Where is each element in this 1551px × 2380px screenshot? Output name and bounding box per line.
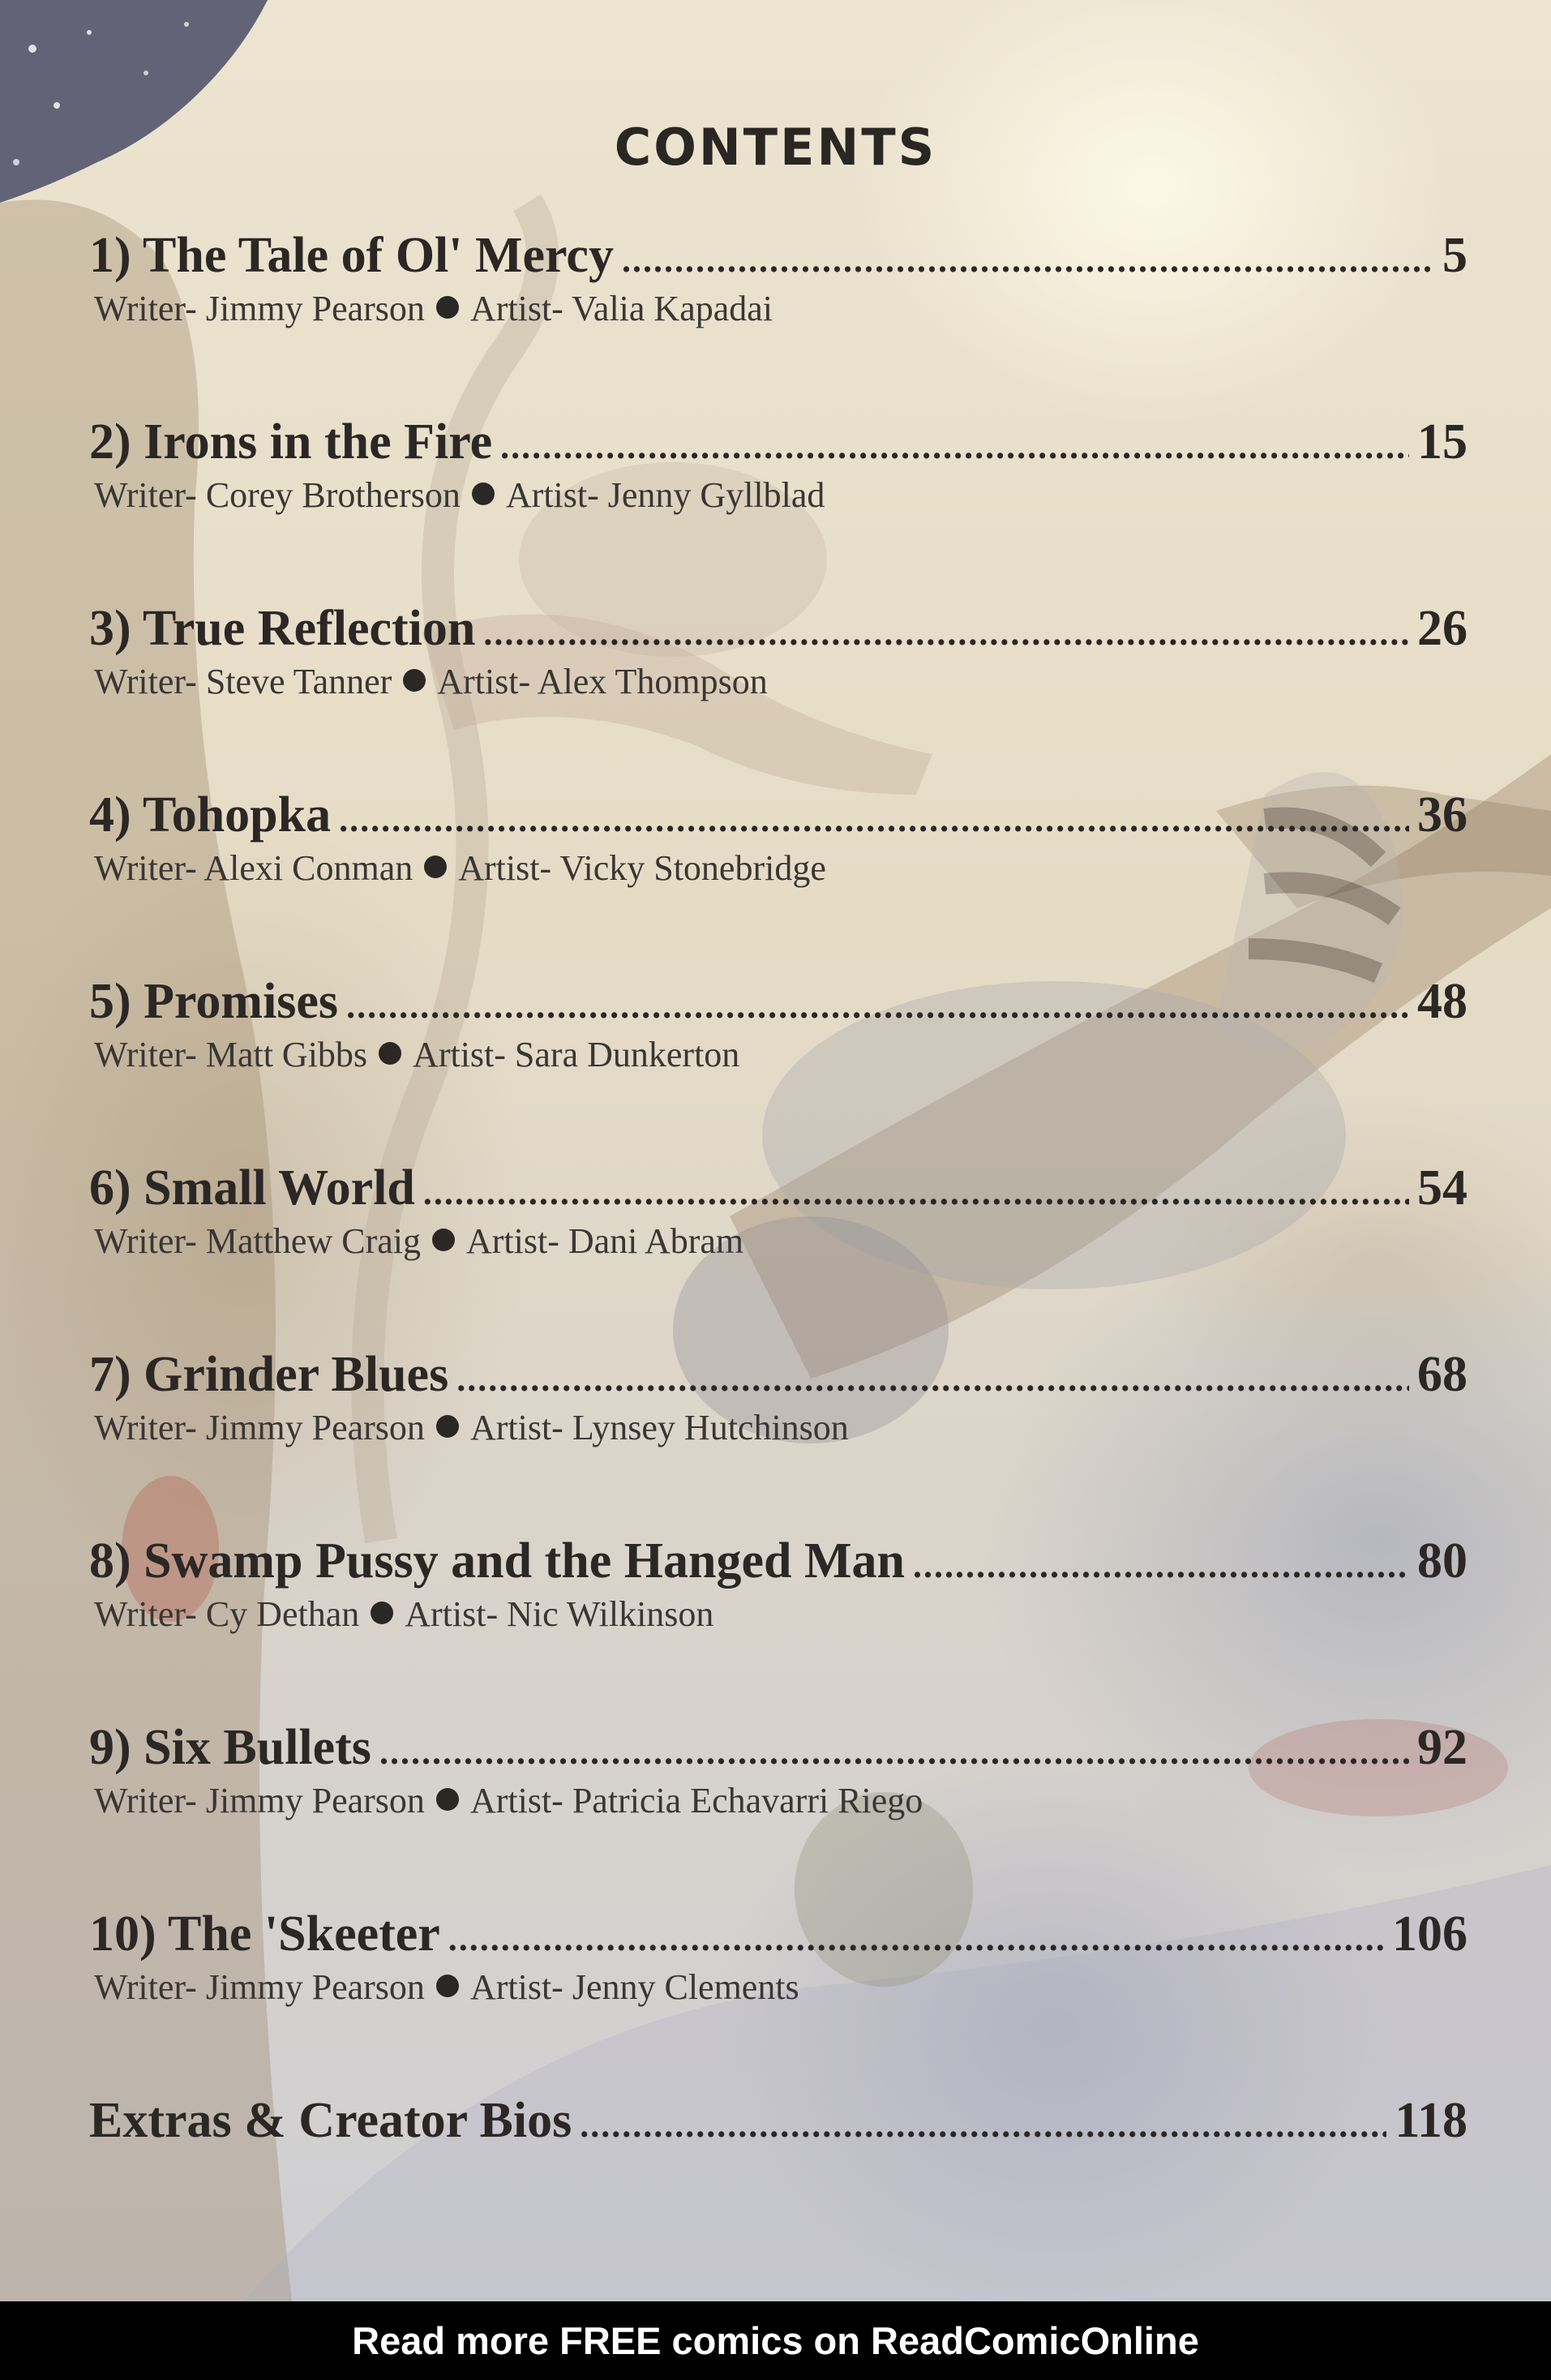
page-number: 54: [1417, 1160, 1467, 1216]
bullet-icon: [403, 669, 426, 692]
artist-credit: Artist- Sara Dunkerton: [413, 1035, 740, 1075]
writer-credit: Writer- Matthew Craig: [94, 1221, 421, 1262]
dot-leader: [339, 800, 1409, 841]
credits-line: [94, 1780, 1467, 1821]
writer-credit: Writer- Matt Gibbs: [94, 1035, 368, 1075]
writer-credit: Writer- Cy Dethan: [94, 1594, 360, 1635]
dot-leader: [456, 1359, 1409, 1400]
story-title: 6) Small World: [89, 1160, 415, 1216]
credits-line: [94, 1966, 1467, 2008]
toc-entry[interactable]: [89, 1719, 1467, 1906]
story-title: 3) True Reflection: [89, 601, 476, 656]
dot-leader: [500, 427, 1409, 468]
story-title: 8) Swamp Pussy and the Hanged Man: [89, 1533, 905, 1589]
artist-credit: Artist- Alex Thompson: [437, 662, 768, 702]
credits-line: [94, 847, 1467, 889]
dot-leader: [423, 1173, 1409, 1214]
toc-entry[interactable]: [89, 1906, 1467, 2092]
toc-entry[interactable]: [89, 973, 1467, 1160]
table-of-contents: [89, 227, 1467, 2279]
artist-credit: Artist- Dani Abram: [465, 1221, 744, 1262]
bullet-icon: [379, 1042, 401, 1065]
story-title: 1) The Tale of Ol' Mercy: [89, 228, 614, 283]
writer-credit: Writer- Jimmy Pearson: [94, 1967, 425, 2008]
toc-entry[interactable]: [89, 787, 1467, 973]
toc-entry[interactable]: [89, 227, 1467, 414]
page-number: 5: [1442, 228, 1467, 283]
dot-leader: [483, 613, 1409, 654]
writer-credit: Writer- Jimmy Pearson: [94, 1781, 425, 1821]
page-number: 80: [1417, 1533, 1467, 1589]
bullet-icon: [436, 1415, 459, 1438]
toc-entry[interactable]: [89, 414, 1467, 600]
artist-credit: Artist- Vicky Stonebridge: [458, 848, 826, 889]
artist-credit: Artist- Jenny Clements: [469, 1967, 799, 2008]
artist-credit: Artist- Nic Wilkinson: [405, 1594, 714, 1635]
story-title: 9) Six Bullets: [89, 1720, 371, 1775]
credits-line: [94, 661, 1467, 702]
bullet-icon: [432, 1229, 455, 1251]
toc-entry[interactable]: [89, 1160, 1467, 1346]
page-number: 36: [1417, 787, 1467, 843]
dot-leader: [379, 1732, 1409, 1773]
artist-credit: Artist- Valia Kapadai: [469, 289, 773, 329]
toc-entry-extras[interactable]: [89, 2092, 1467, 2279]
dot-leader: [448, 1919, 1384, 1960]
bullet-icon: [436, 1975, 459, 1997]
page-number: 15: [1417, 414, 1467, 470]
toc-entry[interactable]: [89, 1346, 1467, 1533]
footer-banner[interactable]: Read more FREE comics on ReadComicOnline: [0, 2301, 1551, 2380]
credits-line: [94, 1034, 1467, 1075]
credits-line: [94, 288, 1467, 329]
page-number: 106: [1392, 1906, 1467, 1962]
credits-line: [94, 1593, 1467, 1635]
credits-line: [94, 474, 1467, 516]
dot-leader: [622, 240, 1434, 281]
toc-entry[interactable]: [89, 1533, 1467, 1719]
bullet-icon: [424, 856, 447, 878]
writer-credit: Writer- Corey Brotherson: [94, 475, 461, 516]
writer-credit: Writer- Jimmy Pearson: [94, 289, 425, 329]
story-title: 4) Tohopka: [89, 787, 332, 843]
story-title: 5) Promises: [89, 974, 339, 1029]
artist-credit: Artist- Jenny Gyllblad: [505, 475, 825, 516]
page-title: CONTENTS: [614, 118, 937, 177]
bullet-icon: [436, 296, 459, 319]
bullet-icon: [472, 482, 495, 505]
extras-title: Extras & Creator Bios: [89, 2093, 572, 2148]
bullet-icon: [436, 1788, 459, 1811]
page-number: 118: [1395, 2093, 1467, 2148]
page-number: 92: [1417, 1720, 1467, 1775]
page-number: 68: [1417, 1347, 1467, 1402]
story-title: 7) Grinder Blues: [89, 1347, 449, 1402]
dot-leader: [580, 2105, 1386, 2146]
page-number: 26: [1417, 601, 1467, 656]
dot-leader: [346, 986, 1409, 1027]
artist-credit: Artist- Patricia Echavarri Riego: [469, 1781, 923, 1821]
page-number: 48: [1417, 974, 1467, 1029]
credits-line: [94, 1220, 1467, 1262]
writer-credit: Writer- Steve Tanner: [94, 662, 392, 702]
artist-credit: Artist- Lynsey Hutchinson: [469, 1408, 849, 1448]
dot-leader: [913, 1546, 1409, 1587]
credits-line: [94, 1407, 1467, 1448]
writer-credit: Writer- Jimmy Pearson: [94, 1408, 425, 1448]
story-title: 2) Irons in the Fire: [89, 414, 493, 470]
writer-credit: Writer- Alexi Conman: [94, 848, 413, 889]
story-title: 10) The 'Skeeter: [89, 1906, 440, 1962]
toc-entry[interactable]: [89, 600, 1467, 787]
bullet-icon: [371, 1602, 393, 1624]
